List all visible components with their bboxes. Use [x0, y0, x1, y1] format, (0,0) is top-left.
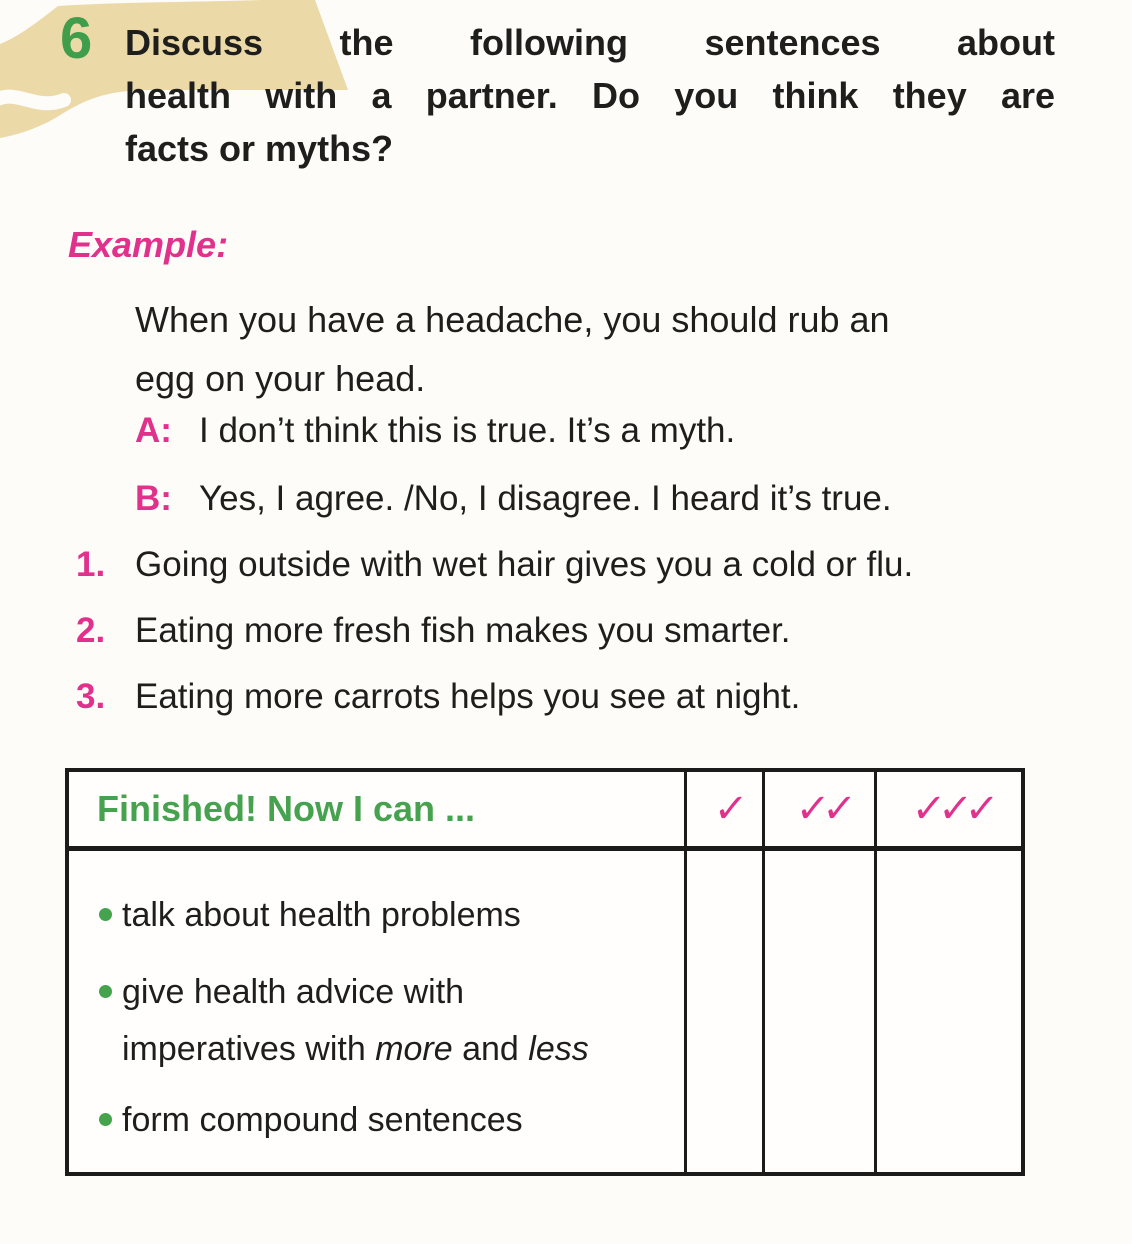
checklist-item-2-line-1: give health advice with	[122, 973, 465, 1011]
speaker-a-label: A:	[135, 411, 172, 450]
dialogue-a-text: I don’t think this is true. It’s a myth.	[199, 411, 736, 450]
checklist-item-2-line-2-pre: imperatives with	[122, 1030, 376, 1068]
self-check-list	[69, 851, 684, 1149]
speaker-b-label: B:	[135, 479, 172, 518]
list-item	[99, 887, 666, 944]
exercise-number: 6	[60, 6, 91, 71]
one-check-icon: ✓	[712, 786, 743, 832]
check-column-3-header	[874, 772, 1021, 851]
statement-1-text: Going outside with wet hair gives you a cold or flu.	[135, 545, 914, 584]
statement-2	[76, 610, 1076, 652]
instruction-line-1: Discuss the following sentences about	[125, 22, 1055, 63]
statement-1-number: 1.	[76, 545, 106, 584]
example-sentence-line-1: When you have a headache, you should rub an	[135, 299, 890, 340]
checklist-item-3-text: form compound sentences	[122, 1101, 523, 1139]
example-sentence-line-2: egg on your head.	[135, 358, 426, 399]
statement-1	[76, 544, 1076, 586]
list-item	[99, 964, 666, 1078]
three-checks-icon: ✓✓✓	[910, 786, 994, 832]
dialogue-b-text: Yes, I agree. /No, I disagree. I heard it’s true.	[199, 479, 892, 518]
checklist-item-2-text	[122, 964, 589, 1078]
two-checks-icon: ✓✓	[794, 786, 851, 832]
statement-2-text: Eating more fresh fish makes you smarter.	[135, 611, 791, 650]
self-check-title: Finished! Now I can ...	[97, 788, 476, 829]
list-item	[99, 1092, 666, 1149]
bullet-icon	[99, 1113, 112, 1126]
checklist-item-1-text: talk about health problems	[122, 896, 521, 934]
statement-3	[76, 676, 1076, 718]
check-column-1-header	[684, 772, 762, 851]
self-check-title-cell	[69, 772, 684, 851]
check-column-3-empty-cell	[874, 851, 1021, 1172]
example-label: Example:	[68, 224, 229, 265]
instruction-line-3: facts or myths?	[125, 128, 394, 169]
checklist-item-2-line-2	[122, 1021, 589, 1078]
statement-3-text: Eating more carrots helps you see at night.	[135, 677, 801, 716]
check-column-1-empty-cell	[684, 851, 762, 1172]
swoosh-white-wave	[0, 97, 64, 104]
check-column-2-header	[762, 772, 874, 851]
self-check-table	[65, 768, 1025, 1176]
statement-3-number: 3.	[76, 677, 106, 716]
dialogue-line-a	[135, 410, 1095, 452]
check-column-2-empty-cell	[762, 851, 874, 1172]
statement-2-number: 2.	[76, 611, 106, 650]
bullet-icon	[99, 985, 112, 998]
instruction-line-2: health with a partner. Do you think they are	[125, 75, 1055, 116]
checklist-item-2-line-2-mid: and	[452, 1030, 529, 1068]
example-sentence	[135, 290, 1075, 408]
exercise-instructions	[125, 16, 1055, 175]
bullet-icon	[99, 908, 112, 921]
dialogue-line-b	[135, 478, 1095, 520]
checklist-item-2-italic-less: less	[528, 1030, 589, 1068]
self-check-items-cell	[69, 851, 684, 1172]
checklist-item-2-italic-more: more	[375, 1030, 453, 1068]
